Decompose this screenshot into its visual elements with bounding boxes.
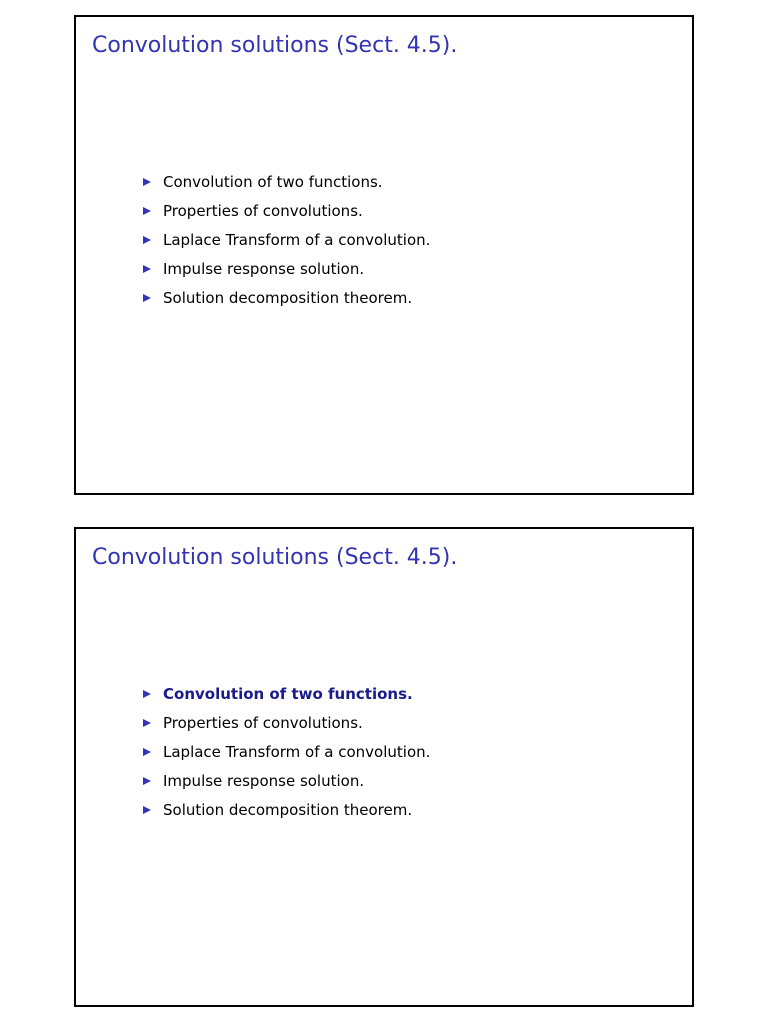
triangle-right-icon <box>143 777 151 785</box>
list-item <box>142 258 430 287</box>
list-item-label: Laplace Transform of a convolution. <box>163 743 431 761</box>
list-item-label: Impulse response solution. <box>163 772 365 790</box>
outline-list <box>142 171 430 316</box>
list-item <box>142 229 430 258</box>
slide-2 <box>74 527 694 1007</box>
list-item-label: Convolution of two functions. <box>163 173 383 191</box>
list-item-label: Solution decomposition theorem. <box>163 801 413 819</box>
list-item <box>142 287 430 316</box>
list-item <box>142 770 430 799</box>
list-item <box>142 200 430 229</box>
triangle-right-icon <box>143 690 151 698</box>
list-item <box>142 683 430 712</box>
triangle-right-icon <box>143 207 151 215</box>
triangle-right-icon <box>143 806 151 814</box>
triangle-right-icon <box>143 178 151 186</box>
list-item-label: Convolution of two functions. <box>163 685 413 703</box>
list-item-label: Solution decomposition theorem. <box>163 289 413 307</box>
triangle-right-icon <box>143 294 151 302</box>
triangle-right-icon <box>143 265 151 273</box>
list-item <box>142 712 430 741</box>
triangle-right-icon <box>143 748 151 756</box>
slide-1 <box>74 15 694 495</box>
list-item-label: Properties of convolutions. <box>163 202 363 220</box>
triangle-right-icon <box>143 236 151 244</box>
outline-list <box>142 683 430 828</box>
list-item-label: Laplace Transform of a convolution. <box>163 231 431 249</box>
list-item <box>142 741 430 770</box>
slide-title: Convolution solutions (Sect. 4.5). <box>92 545 458 570</box>
list-item-label: Properties of convolutions. <box>163 714 363 732</box>
slide-title: Convolution solutions (Sect. 4.5). <box>92 33 458 58</box>
list-item <box>142 171 430 200</box>
list-item <box>142 799 430 828</box>
triangle-right-icon <box>143 719 151 727</box>
list-item-label: Impulse response solution. <box>163 260 365 278</box>
